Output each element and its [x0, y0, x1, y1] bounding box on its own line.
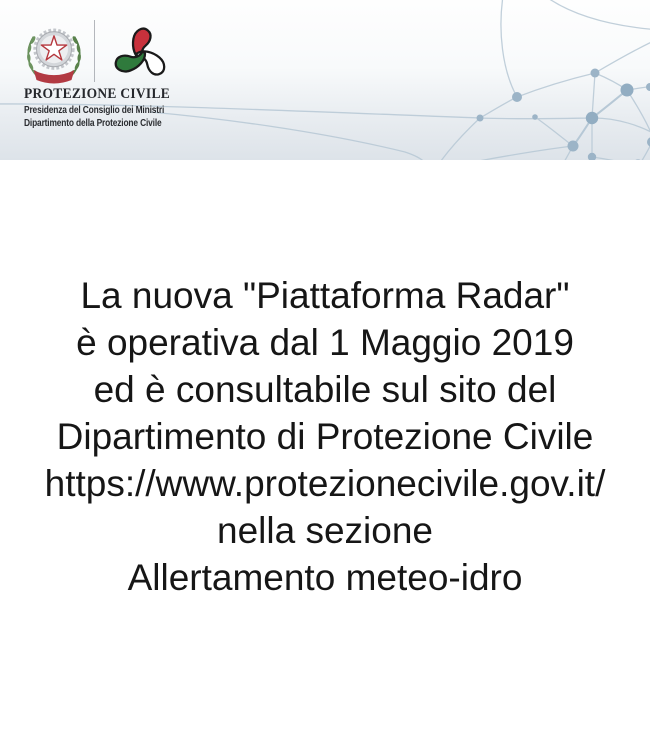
brand-subtitle-dipartimento: Dipartimento della Protezione Civile	[24, 116, 162, 129]
brand-subtitle-presidenza: Presidenza del Consiglio dei Ministri	[24, 104, 165, 116]
announcement-line-2: è operativa dal 1 Maggio 2019	[76, 322, 574, 363]
announcement-line-1: La nuova "Piattaforma Radar"	[80, 275, 570, 316]
announcement-line-6: nella sezione	[217, 510, 433, 551]
brand-subtitles	[24, 104, 164, 129]
announcement-line-3: ed è consultabile sul sito del	[93, 369, 557, 410]
brand-block	[0, 0, 260, 160]
brand-title: PROTEZIONE CIVILE	[24, 86, 170, 102]
italian-republic-emblem-icon	[19, 16, 89, 88]
announcement-block	[0, 160, 650, 601]
logo-divider	[94, 20, 95, 82]
announcement-line-4: Dipartimento di Protezione Civile	[56, 416, 594, 457]
header-banner	[0, 0, 650, 160]
announcement-line-7: Allertamento meteo-idro	[127, 557, 523, 598]
announcement-url-line: https://www.protezionecivile.gov.it/	[44, 463, 606, 504]
network-nodes	[477, 69, 650, 161]
protezione-civile-logo-icon	[103, 12, 179, 90]
